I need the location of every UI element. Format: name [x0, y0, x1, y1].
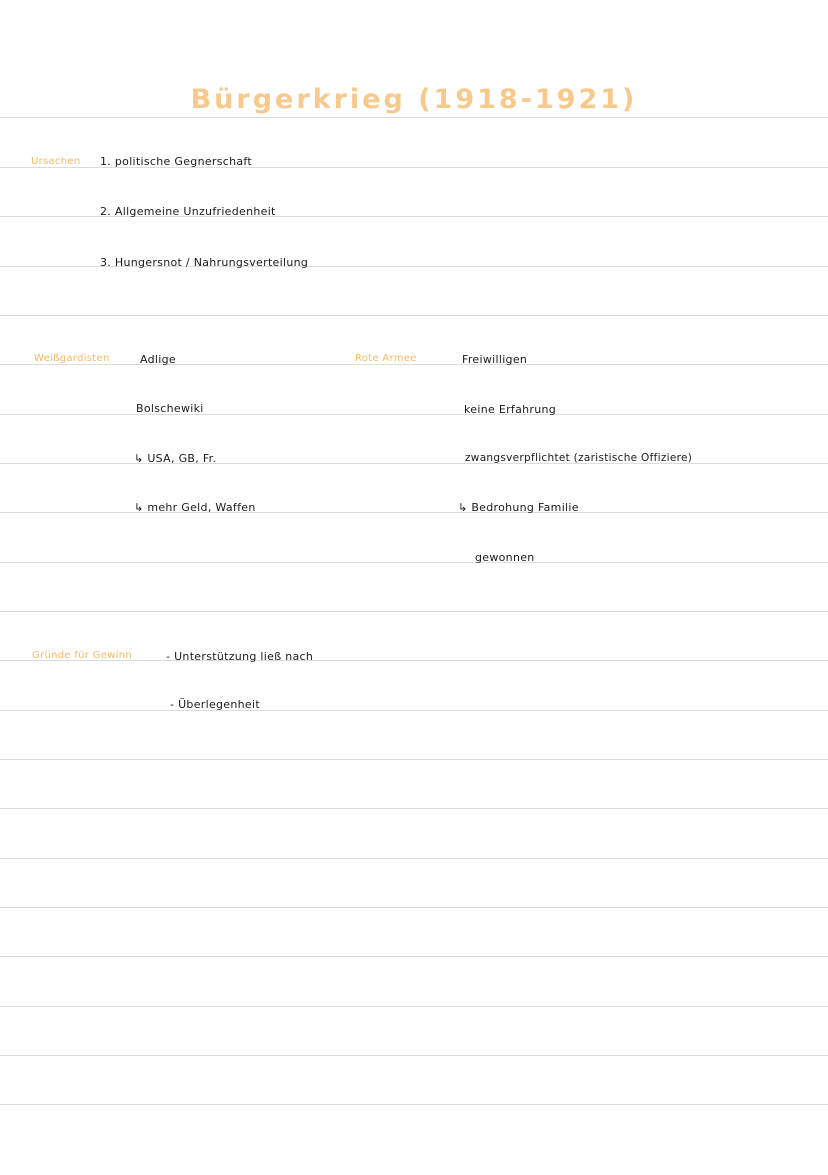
ruled-line — [0, 759, 828, 760]
ruled-line — [0, 463, 828, 464]
reasons-win-item: - Überlegenheit — [170, 698, 260, 711]
causes-label: Ursachen — [31, 156, 81, 167]
red-army-item: keine Erfahrung — [464, 403, 557, 416]
ruled-line — [0, 710, 828, 711]
ruled-line — [0, 117, 828, 118]
white-guards-label: Weißgardisten — [34, 353, 110, 364]
reasons-win-item: - Unterstützung ließ nach — [166, 650, 314, 663]
ruled-line — [0, 512, 828, 513]
ruled-line — [0, 1055, 828, 1056]
ruled-line — [0, 414, 828, 415]
cause-item: 3. Hungersnot / Nahrungsverteilung — [100, 256, 309, 269]
cause-item: 1. politische Gegnerschaft — [100, 155, 253, 168]
white-guards-item: ↳ USA, GB, Fr. — [134, 452, 217, 465]
ruled-line — [0, 1104, 828, 1105]
white-guards-item: ↳ mehr Geld, Waffen — [134, 501, 256, 514]
ruled-line — [0, 315, 828, 316]
ruled-line — [0, 907, 828, 908]
red-army-item: Freiwilligen — [462, 353, 528, 366]
ruled-line — [0, 562, 828, 563]
red-army-item: ↳ Bedrohung Familie — [458, 501, 579, 514]
ruled-line — [0, 1006, 828, 1007]
red-army-label: Rote Armee — [355, 353, 417, 364]
ruled-line — [0, 611, 828, 612]
ruled-line — [0, 956, 828, 957]
reasons-win-label: Gründe für Gewinn — [32, 650, 132, 661]
red-army-item: zwangsverpflichtet (zaristische Offiziere) — [465, 452, 693, 464]
page-title: Bürgerkrieg (1918-1921) — [190, 84, 638, 115]
red-army-item: gewonnen — [475, 551, 535, 564]
ruled-line — [0, 808, 828, 809]
white-guards-item: Adlige — [140, 353, 176, 366]
ruled-line — [0, 364, 828, 365]
ruled-line — [0, 858, 828, 859]
white-guards-item: Bolschewiki — [136, 402, 204, 415]
cause-item: 2. Allgemeine Unzufriedenheit — [100, 205, 276, 218]
